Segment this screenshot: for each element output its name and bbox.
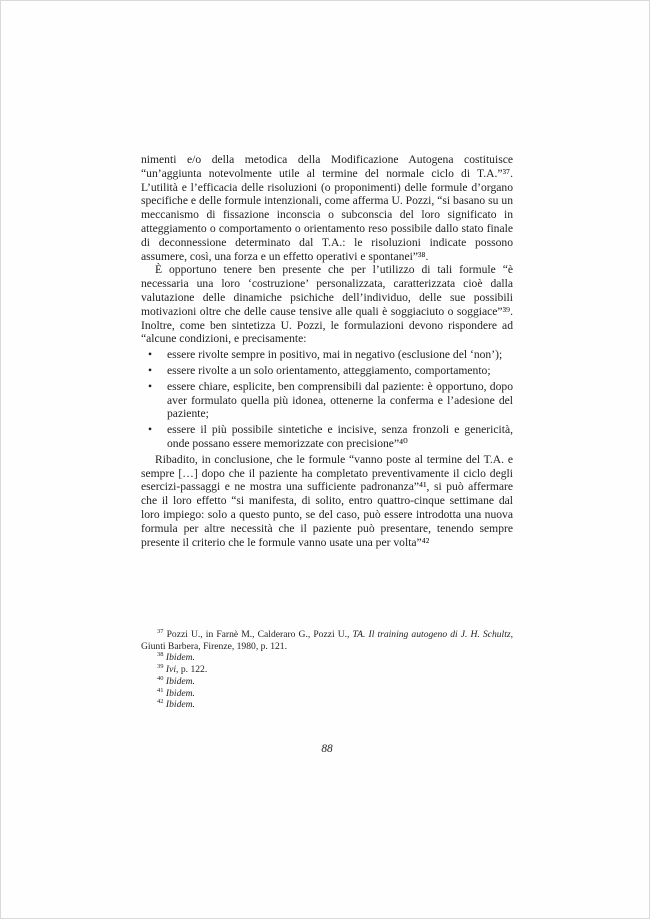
list-item-text: essere il più possibile sintetiche e incisive, senza fronzoli e genericità, onde possano essere memorizzate con precisione”⁴⁰ <box>167 423 513 450</box>
footnote-italic-text: Ivi <box>165 664 177 676</box>
footnote <box>141 676 513 688</box>
bullet-marker: • <box>148 363 153 377</box>
footnote-text: , p. 122. <box>176 664 208 676</box>
footnote-marker: 38 <box>157 651 164 659</box>
list-item-text: essere rivolte sempre in positivo, mai in negativo (esclusione del ‘non’); <box>167 348 503 362</box>
footnote <box>141 629 513 652</box>
body-text <box>141 153 513 549</box>
list-item-text: essere chiare, esplicite, ben comprensibili dal paziente: è opportuno, dopo aver formulato quella più idonea, ottenerne la conferma e l’adesione del paziente; <box>167 379 513 421</box>
page-number: 88 <box>321 743 333 755</box>
footnote <box>141 699 513 711</box>
bullet-marker: • <box>148 379 153 393</box>
footnote-marker: 41 <box>157 686 164 694</box>
bullet-list <box>141 348 513 451</box>
footnote <box>141 688 513 700</box>
paragraph: È opportuno tenere ben presente che per l’utilizzo di tali formule “è necessaria una loro ‘costruzione’ personalizzata, caratterizzata cioè dalla valutazione delle dinamiche psichiche dell’individuo, delle sue possibili motivazioni oltre che delle cause tensive alle quali è soggiaciuto o soggiace”³⁹. Inoltre, come ben sintetizza U. Pozzi, le formulazioni devono rispondere ad “alcune condizioni, e precisamente: <box>141 263 513 346</box>
footnote-italic-text: TA. Il training autogeno di J. H. Schultz <box>352 629 511 640</box>
footnote-text: Pozzi U., in Farnè M., Calderaro G., Pozzi U., <box>163 629 353 640</box>
footnote-marker: 40 <box>157 674 164 682</box>
footnote-marker: 39 <box>157 662 164 670</box>
list-item <box>141 380 513 421</box>
footnote-marker: 37 <box>157 627 164 635</box>
footnote-italic-text: Ibidem. <box>165 652 195 664</box>
footnote <box>141 664 513 676</box>
footnote <box>141 652 513 664</box>
footnote-italic-text: Ibidem. <box>165 675 195 687</box>
paragraph: Ribadito, in conclusione, che le formule “vanno poste al termine del T.A. e sempre […] dopo che il paziente ha completato preventivamente il ciclo degli esercizi-passaggi e ne mostra una sufficiente padronanza”⁴¹, si può affermare che il loro effetto “si manifesta, di solito, entro quattro-cinque settimane dal loro impiego: solo a questo punto, se del caso, può essere introdotta una nuova formula per altre necessità che il paziente può presentare, tenendo sempre presente il criterio che le formule vanno usate una per volta”⁴² <box>141 452 513 549</box>
footnote-italic-text: Ibidem. <box>165 687 195 699</box>
bullet-marker: • <box>148 423 153 437</box>
paragraph: nimenti e/o della metodica della Modificazione Autogena costituisce “un’aggiunta notevolmente utile al termine del normale ciclo di T.A.”³⁷. L’utilità e l’efficacia delle risoluzioni (o proponimenti) delle formule d’organo specifiche e delle formule intenzionali, come afferma U. Pozzi, “si basano su un meccanismo di fissazione inconscia o subconscia del loro significato in atteggiamento o comportamento o orientamento reso possibile dallo stato finale di deconnessione determinato dal T.A.: le risoluzioni indicate possono assumere, così, una forza e un effetto operativi e spontanei”³⁸. <box>141 153 513 263</box>
list-item-text: essere rivolte a un solo orientamento, atteggiamento, comportamento; <box>167 363 491 377</box>
footnote-italic-text: Ibidem. <box>165 699 195 711</box>
footnote-text: , Giunti Barbera, Firenze, 1980, p. 121. <box>141 629 514 652</box>
list-item <box>141 364 513 378</box>
list-item <box>141 423 513 451</box>
list-item <box>141 348 513 362</box>
footnote-block <box>141 629 513 711</box>
footnote-marker: 42 <box>157 698 164 706</box>
bullet-marker: • <box>148 348 153 362</box>
